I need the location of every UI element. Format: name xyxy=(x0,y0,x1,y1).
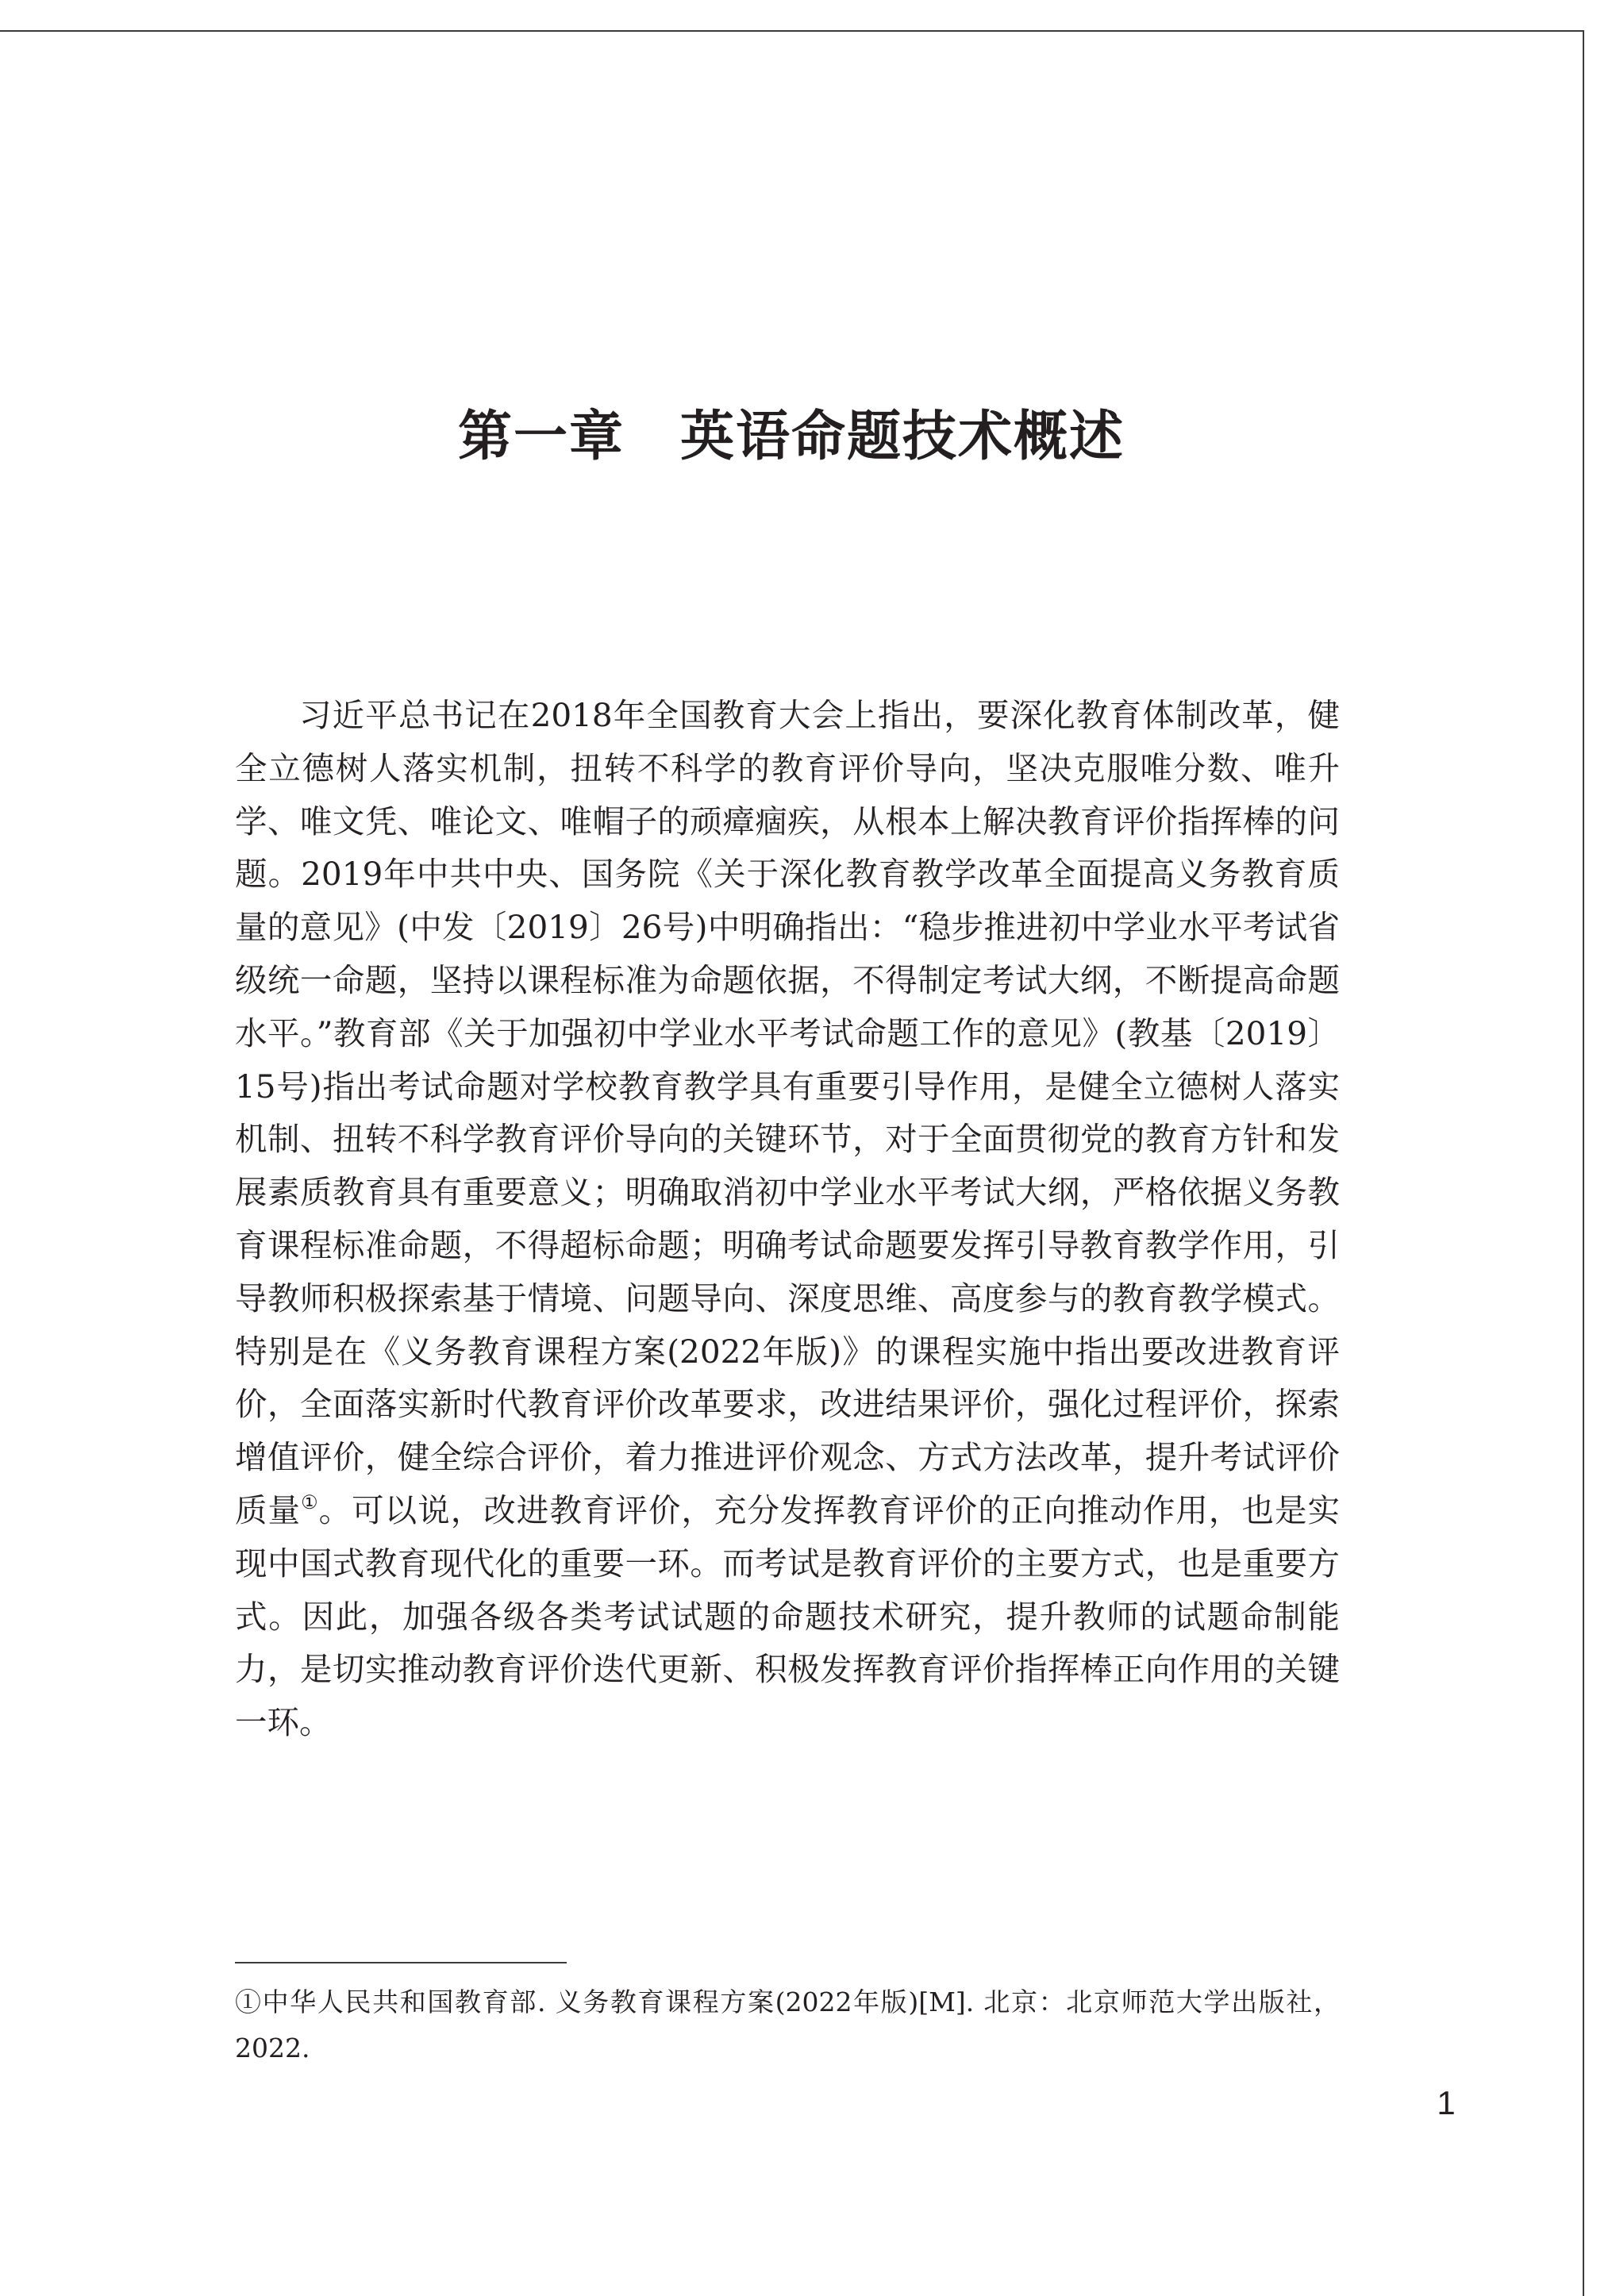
footnote-divider xyxy=(235,1962,567,1963)
page-border-top xyxy=(0,30,1584,32)
page-number: 1 xyxy=(1437,2084,1456,2121)
body-text-part-2: 。可以说，改进教育评价，充分发挥教育评价的正向推动作用，也是实现中国式教育现代化的重要一环。而考试是教育评价的主要方式，也是重要方式。因此，加强各级各类考试试题的命题技术研究，提升教师的试题命制能力，是切实推动教育评价迭代更新、积极发挥教育评价指挥棒正向作用的关键一环。 xyxy=(235,1490,1341,1742)
footnote-text: ①中华人民共和国教育部. 义务教育课程方案(2022年版)[M]. 北京：北京师范大学出版社，2022. xyxy=(235,1986,1340,2063)
body-text-part-1: 习近平总书记在2018年全国教育大会上指出，要深化教育体制改革，健全立德树人落实机制，扭转不科学的教育评价导向，坚决克服唯分数、唯升学、唯文凭、唯论文、唯帽子的顽瘴痼疾，从根本上解决教育评价指挥棒的问题。2019年中共中央、国务院《关于深化教育教学改革全面提高义务教育质量的意见》(中发〔2019〕26号)中明确指出：“稳步推进初中学业水平考试省级统一命题，坚持以课程标准为命题依据，不得制定考试大纲，不断提高命题水平。”教育部《关于加强初中学业水平考试命题工作的意见》(教基〔2019〕15号)指出考试命题对学校教育教学具有重要引导作用，是健全立德树人落实机制、扭转不科学教育评价导向的关键环节，对于全面贯彻党的教育方针和发展素质教育具有重要意义；明确取消初中学业水平考试大纲，严格依据义务教育课程标准命题，不得超标命题；明确考试命题要发挥引导教育教学作用，引导教师积极探索基于情境、问题导向、深度思维、高度参与的教育教学模式。特别是在《义务教育课程方案(2022年版)》的课程实施中指出要改进教育评价，全面落实新时代教育评价改革要求，改进结果评价，强化过程评价，探索增值评价，健全综合评价，着力推进评价观念、方式方法改革，提升考试评价质量 xyxy=(235,696,1340,1529)
chapter-title: 第一章 英语命题技术概述 xyxy=(457,405,1125,468)
page-border-right xyxy=(1583,30,1584,2296)
footnote-marker: ① xyxy=(301,1490,319,1513)
body-paragraph xyxy=(235,689,1340,1749)
